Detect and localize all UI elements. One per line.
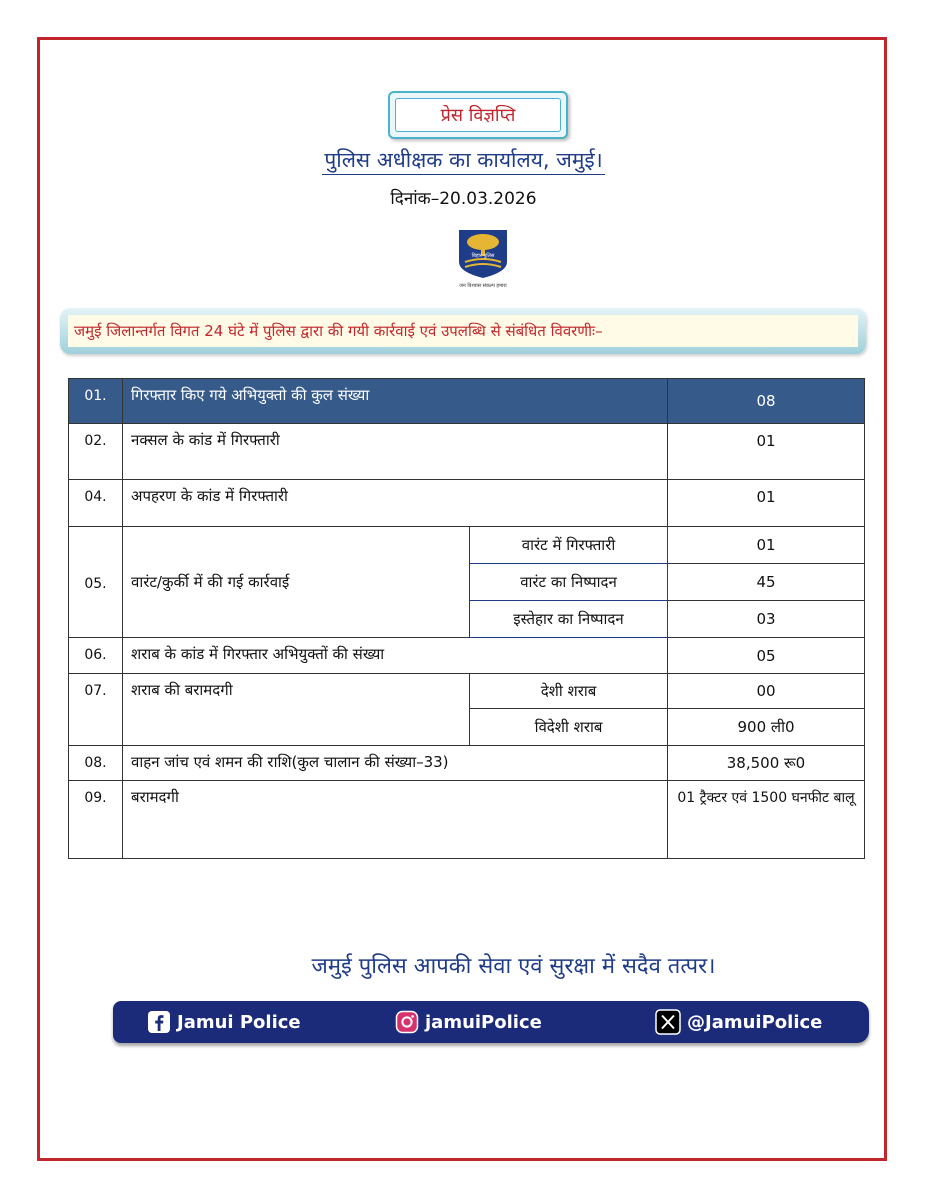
svg-text:जन विश्वास संकल्प हमारा: जन विश्वास संकल्प हमारा	[459, 283, 507, 289]
row-number: 07.	[69, 674, 123, 746]
row-value: 05	[668, 638, 865, 674]
row-number: 05.	[69, 527, 123, 638]
table-row	[69, 424, 865, 480]
row-label: वारंट/कुर्की में की गई कार्रवाई	[123, 527, 470, 638]
sub-value: 00	[668, 674, 865, 709]
sub-label: वारंट का निष्पादन	[470, 564, 668, 601]
table-row	[69, 379, 865, 424]
sub-value: 03	[668, 601, 865, 638]
press-release-label: प्रेस विज्ञप्ति	[395, 98, 561, 132]
instagram-handle: jamuiPolice	[425, 1011, 542, 1033]
row-number: 08.	[69, 746, 123, 781]
row-number: 04.	[69, 480, 123, 527]
bihar-police-logo-icon	[443, 228, 523, 290]
table-row	[69, 781, 865, 859]
facebook-icon	[147, 1010, 171, 1034]
table-row	[69, 480, 865, 527]
table-row	[69, 527, 865, 564]
row-label: शराब के कांड में गिरफ्तार अभियुक्तों की संख्या	[123, 638, 668, 674]
sub-label: देशी शराब	[470, 674, 668, 709]
row-label: नक्सल के कांड में गिरफ्तारी	[123, 424, 668, 480]
social-media-bar	[113, 1001, 869, 1043]
summary-banner	[60, 308, 866, 354]
row-label: बरामदगी	[123, 781, 668, 859]
svg-text:बिहार पुलिस: बिहार पुलिस	[471, 253, 495, 259]
table-row	[69, 638, 865, 674]
action-summary-table	[68, 378, 865, 859]
row-value: 01	[668, 424, 865, 480]
x-icon	[655, 1009, 681, 1035]
sub-value: 45	[668, 564, 865, 601]
instagram-link[interactable]	[395, 1001, 542, 1043]
facebook-handle: Jamui Police	[177, 1011, 301, 1033]
row-value: 38,500 रू0	[668, 746, 865, 781]
row-number: 02.	[69, 424, 123, 480]
row-value: 01 ट्रैक्टर एवं 1500 घनफीट बालू	[668, 781, 865, 859]
sub-label: विदेशी शराब	[470, 709, 668, 746]
facebook-link[interactable]	[147, 1001, 301, 1043]
row-value: 08	[668, 379, 865, 424]
table-row	[69, 746, 865, 781]
row-label: वाहन जांच एवं शमन की राशि(कुल चालान की संख्या–33)	[123, 746, 668, 781]
sub-value: 900 ली0	[668, 709, 865, 746]
press-release-box	[388, 91, 568, 139]
office-title	[0, 146, 927, 174]
table-row	[69, 674, 865, 709]
row-number: 01.	[69, 379, 123, 424]
summary-banner-text: जमुई जिलान्तर्गत विगत 24 घंटे में पुलिस द्वारा की गयी कार्रवाई एवं उपलब्धि से संबंधित विवरणीः–	[68, 315, 858, 347]
sub-label: वारंट में गिरफ्तारी	[470, 527, 668, 564]
release-date: दिनांक–20.03.2026	[390, 189, 537, 209]
row-number: 06.	[69, 638, 123, 674]
office-title-text: पुलिस अधीक्षक का कार्यालय, जमुई।	[322, 148, 604, 175]
x-handle: @JamuiPolice	[687, 1011, 823, 1033]
row-number: 09.	[69, 781, 123, 859]
instagram-icon	[395, 1010, 419, 1034]
motto-text: जमुई पुलिस आपकी सेवा एवं सुरक्षा में सदैव तत्पर।	[311, 954, 716, 979]
sub-label: इस्तेहार का निष्पादन	[470, 601, 668, 638]
row-label: शराब की बरामदगी	[123, 674, 470, 746]
row-label: अपहरण के कांड में गिरफ्तारी	[123, 480, 668, 527]
row-value: 01	[668, 480, 865, 527]
sub-value: 01	[668, 527, 865, 564]
row-label: गिरफ्तार किए गये अभियुक्तो की कुल संख्या	[123, 379, 668, 424]
x-link[interactable]	[655, 1001, 822, 1043]
